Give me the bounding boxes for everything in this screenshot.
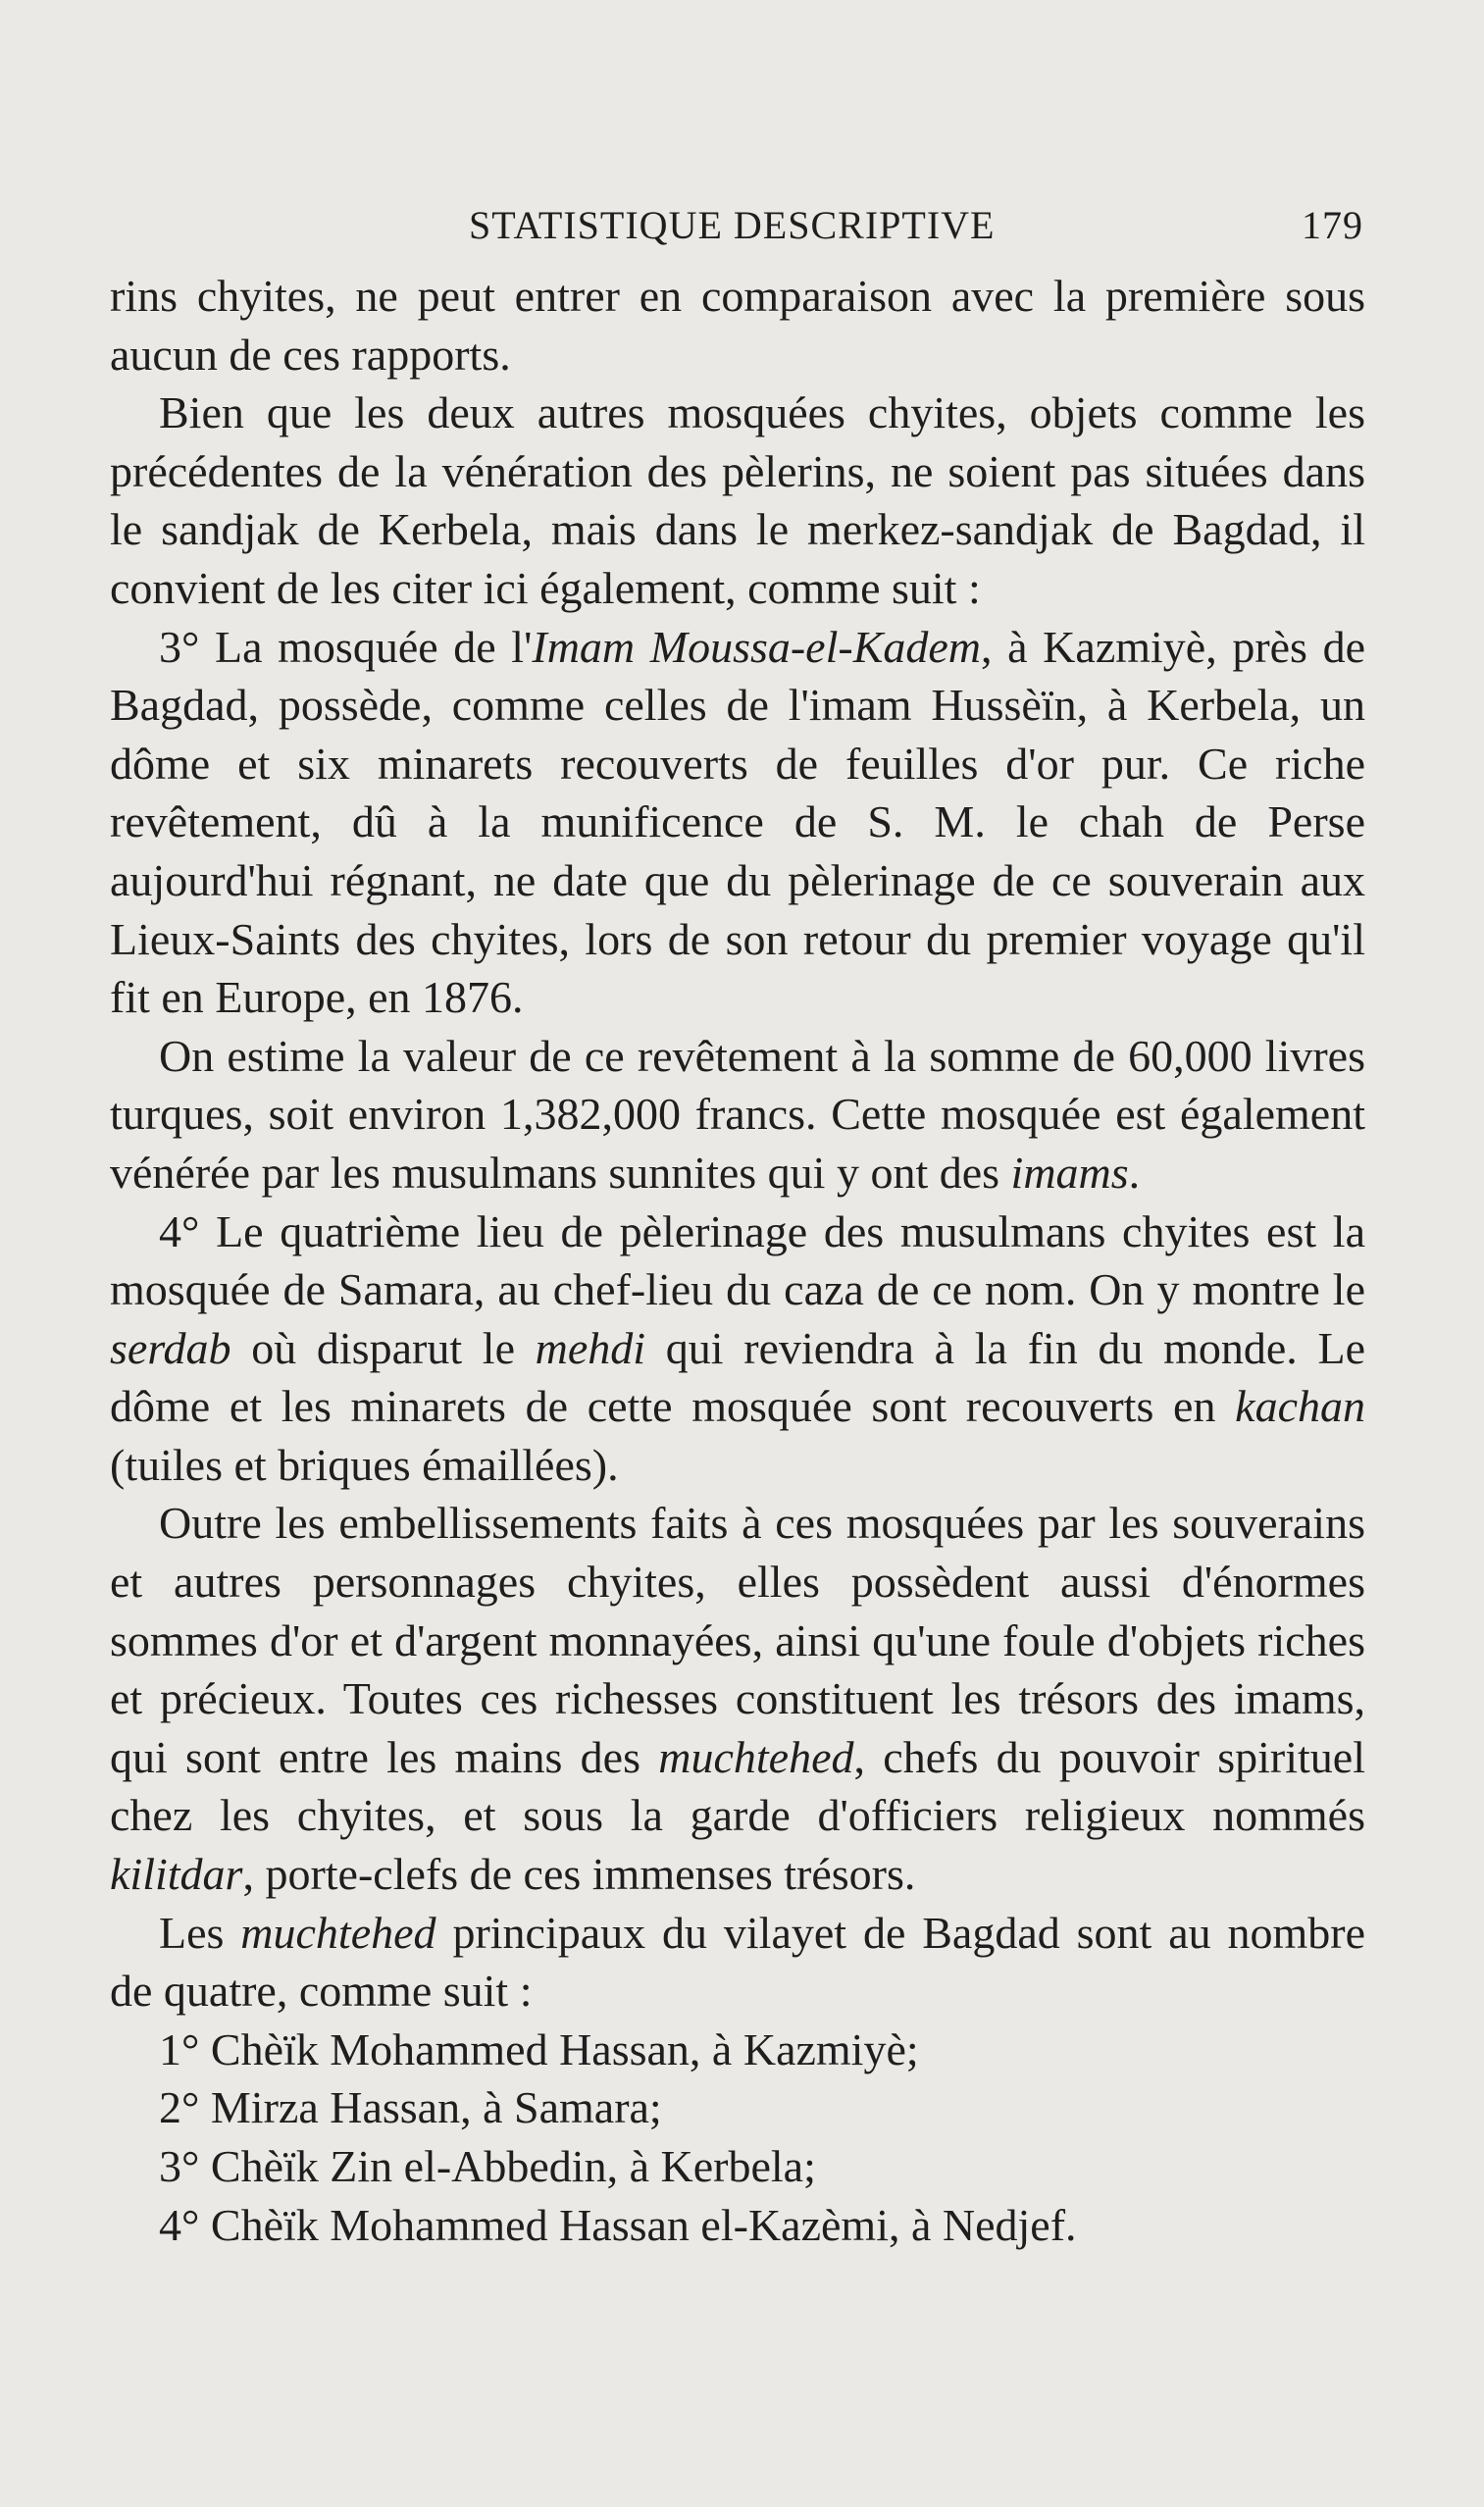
list-item: 2° Mirza Hassan, à Samara; xyxy=(159,2082,662,2133)
paragraph: Bien que les deux autres mosquées chyites, objets comme les précédentes de la vénération des pèlerins, ne soient pas situées dans le sandjak de Kerbela, mais dans le merkez-sandjak de Bagdad, il convient de les citer ici également, comme suit : xyxy=(110,387,1365,613)
italic-term: imams xyxy=(1010,1147,1129,1198)
paragraph xyxy=(110,618,1365,1027)
text-run: . xyxy=(1128,1147,1141,1198)
italic-term: muchtehed xyxy=(658,1731,854,1782)
text-run: Les xyxy=(159,1907,241,1958)
text-run: qui reviendra à la fin du monde. Le dôme et les minarets de cette mosquée sont recouverts en xyxy=(110,1322,1365,1432)
italic-term: kachan xyxy=(1235,1381,1365,1432)
text-run: (tuiles et briques émaillées). xyxy=(110,1439,619,1490)
paragraph xyxy=(110,1202,1365,1495)
page-header xyxy=(108,192,1363,251)
italic-term: mehdi xyxy=(535,1322,646,1373)
italic-term: serdab xyxy=(110,1322,231,1373)
text-run: principaux du vilayet de Bagdad sont au nombre de quatre, comme suit : xyxy=(110,1907,1365,2017)
running-title: STATISTIQUE DESCRIPTIVE xyxy=(469,203,996,247)
muchtehed-list xyxy=(110,2021,1365,2254)
text-run: 4° Le quatrième lieu de pèlerinage des musulmans chyites est la mosquée de Samara, au chef-lieu du caza de ce nom. On y montre le xyxy=(110,1205,1365,1315)
text-run: Outre les embellissements faits à ces mosquées par les souverains et autres personnages chyites, elles possèdent aussi d'énormes sommes d'or et d'argent monnayées, ainsi qu'une foule d'objets riches et précieux. Toutes ces richesses constituent les trésors des imams, qui sont entre les mains des xyxy=(110,1498,1365,1782)
paragraph xyxy=(110,1904,1365,2021)
list-item: 3° Chèïk Zin el-Abbedin, à Kerbela; xyxy=(159,2141,816,2191)
page-number: 179 xyxy=(1302,203,1363,247)
body-text xyxy=(110,267,1365,2254)
text-run: , à Kazmiyè, près de Bagdad, possède, comme celles de l'imam Hussèïn, à Kerbela, un dôme et six minarets recouverts de feuilles d'or pur. Ce riche revêtement, dû à la munificence de S. M. le chah de Perse aujourd'hui régnant, ne date que du pèlerinage de ce souverain aux Lieux-Saints des chyites, lors de son retour du premier voyage qu'il fit en Europe, en 1876. xyxy=(110,621,1365,1023)
text-run: On estime la valeur de ce revêtement à la somme de 60,000 livres turques, soit environ 1,382,000 francs. Cette mosquée est également vénérée par les musulmans sunnites qui y ont des xyxy=(110,1030,1365,1198)
italic-term: muchtehed xyxy=(240,1907,436,1958)
text-run: , porte-clefs de ces immenses trésors. xyxy=(242,1849,916,1900)
italic-term: kilitdar xyxy=(110,1849,243,1900)
list-item: 1° Chèïk Mohammed Hassan, à Kazmiyè; xyxy=(159,2023,919,2074)
italic-term: Imam Moussa-el-Kadem xyxy=(532,621,982,672)
text-run: 3° La mosquée de l' xyxy=(159,621,533,672)
text-run: , chefs du pouvoir spirituel chez les chyites, et sous la garde d'officiers religieux nommés xyxy=(110,1731,1365,1841)
paragraph xyxy=(110,1494,1365,1903)
text-run: où disparut le xyxy=(230,1322,536,1373)
paragraph: rins chyites, ne peut entrer en comparaison avec la première sous aucun de ces rapports. xyxy=(110,271,1365,380)
paragraph xyxy=(110,1027,1365,1202)
list-item: 4° Chèïk Mohammed Hassan el-Kazèmi, à Nedjef. xyxy=(159,2199,1077,2250)
